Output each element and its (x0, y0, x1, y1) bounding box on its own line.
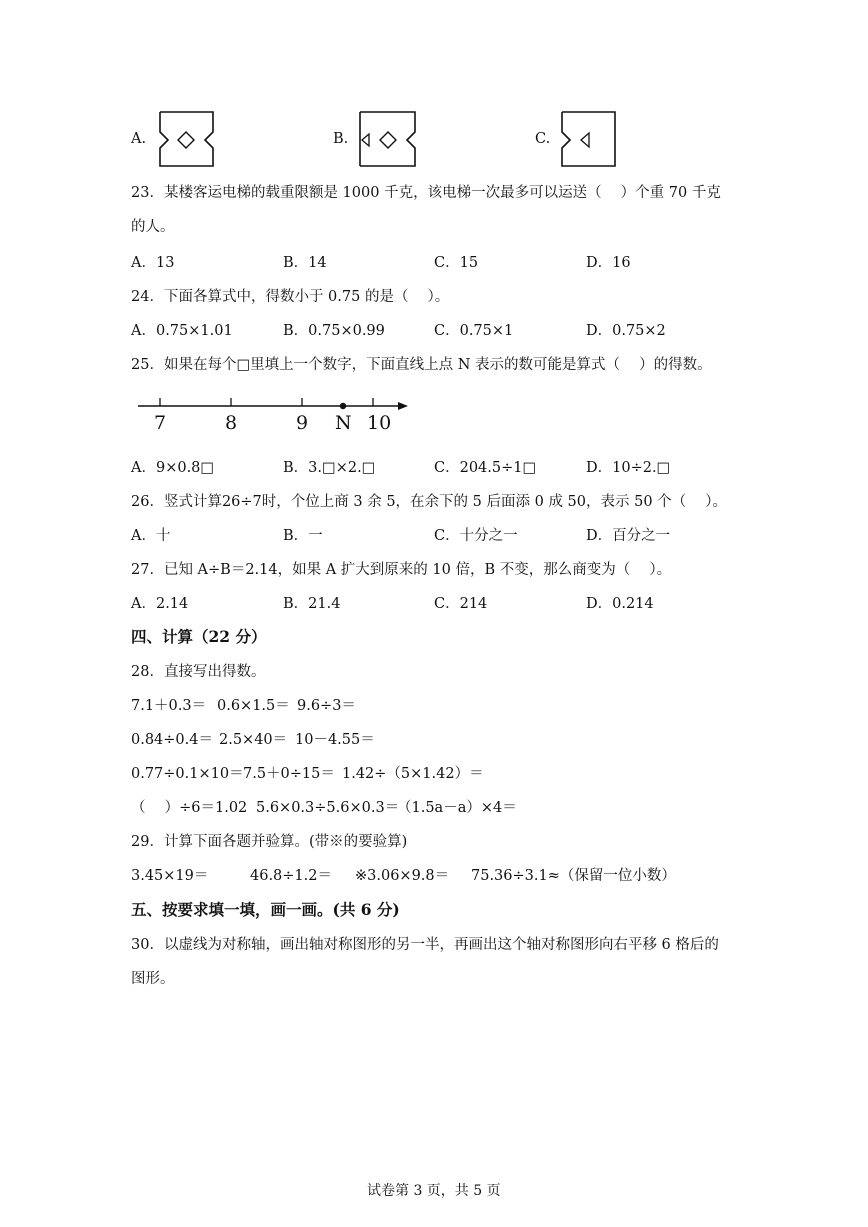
tick-label-8: 8 (225, 412, 238, 434)
q23-option-b: B．14 (283, 255, 327, 271)
q28-item: 0.77÷0.1×10＝ (131, 766, 244, 782)
q22-option-b-letter: B. (333, 131, 349, 147)
q26-option-a: A．十 (131, 528, 171, 544)
q23-option-a: A．13 (131, 255, 175, 271)
q25-option-d: D．10÷2.□ (586, 460, 671, 476)
q28-item: 2.5×40＝ (219, 732, 288, 748)
q23-text-line2: 的人。 (131, 219, 175, 235)
q24-option-b: B．0.75×0.99 (283, 323, 385, 339)
q28-item: 5.6×0.3÷5.6×0.3＝ (256, 800, 400, 816)
q28-item: 9.6÷3＝ (297, 698, 356, 714)
q25-text: 25．如果在每个□里填上一个数字，下面直线上点 N 表示的数可能是算式（ ）的得数。 (131, 357, 712, 373)
q23-text-line1: 23．某楼客运电梯的载重限额是 1000 千克，该电梯一次最多可以运送（ ）个重 70 千克 (131, 185, 721, 201)
q28-item: 10－4.55＝ (295, 732, 375, 748)
q22-option-c-figure (560, 110, 620, 168)
q28-item: 0.84÷0.4＝ (131, 732, 213, 748)
q25-option-a: A．9×0.8□ (131, 460, 215, 476)
tick-label-9: 9 (296, 412, 309, 434)
q23-option-d: D．16 (586, 255, 631, 271)
q26-text: 26．竖式计算26÷7时，个位上商 3 余 5，在余下的 5 后面添 0 成 50，表示 50 个（ ）。 (131, 494, 728, 510)
q22-option-a-letter: A. (131, 131, 147, 147)
q28-item: 1.42÷（5×1.42）＝ (342, 766, 484, 782)
q28-item: （ ）÷6＝1.02 (131, 800, 248, 816)
q29-item: 3.45×19＝ (131, 868, 209, 884)
q29-item: 46.8÷1.2＝ (250, 868, 332, 884)
q29-text: 29．计算下面各题并验算。(带※的要验算) (131, 834, 408, 850)
q29-item: 75.36÷3.1≈（保留一位小数） (471, 868, 676, 884)
q24-option-c: C．0.75×1 (434, 323, 514, 339)
q22-option-c-letter: C. (535, 131, 551, 147)
point-n-marker (340, 403, 346, 409)
q30-text-line2: 图形。 (131, 971, 175, 987)
q28-item: （1.5a－a）×4＝ (397, 800, 517, 816)
q28-item: 7.1＋0.3＝ (131, 698, 207, 714)
q27-option-c: C．214 (434, 596, 488, 612)
q28-text: 28．直接写出得数。 (131, 664, 266, 680)
q27-option-a: A．2.14 (131, 596, 189, 612)
q26-option-d: D．百分之一 (586, 528, 671, 544)
q30-text-line1: 30．以虚线为对称轴，画出轴对称图形的另一半，再画出这个轴对称图形向右平移 6 格后的 (131, 937, 719, 953)
q24-option-a: A．0.75×1.01 (131, 323, 233, 339)
q22-option-b-figure (358, 110, 418, 168)
q26-option-b: B．一 (283, 528, 323, 544)
tick-label-10: 10 (367, 412, 392, 434)
q27-option-b: B．21.4 (283, 596, 341, 612)
tick-label-7: 7 (154, 412, 167, 434)
point-label-n: N (335, 412, 352, 434)
q22-option-a-figure (158, 110, 218, 168)
page-footer: 试卷第 3 页，共 5 页 (367, 1183, 501, 1199)
q28-item: 7.5＋0÷15＝ (243, 766, 335, 782)
q24-text: 24．下面各算式中，得数小于 0.75 的是（ ）。 (131, 289, 450, 305)
q29-item: ※3.06×9.8＝ (355, 868, 450, 884)
q24-option-d: D．0.75×2 (586, 323, 666, 339)
q26-option-c: C．十分之一 (434, 528, 518, 544)
q25-option-b: B．3.□×2.□ (283, 460, 376, 476)
q27-text: 27．已知 A÷B＝2.14，如果 A 扩大到原来的 10 倍，B 不变，那么商变为（ ）。 (131, 562, 672, 578)
q23-option-c: C．15 (434, 255, 479, 271)
q27-option-d: D．0.214 (586, 596, 654, 612)
section-4-title: 四、计算（22 分） (131, 627, 267, 646)
q25-option-c: C．204.5÷1□ (434, 460, 537, 476)
q28-item: 0.6×1.5＝ (217, 698, 290, 714)
section-5-title: 五、按要求填一填，画一画。(共 6 分) (131, 900, 400, 919)
